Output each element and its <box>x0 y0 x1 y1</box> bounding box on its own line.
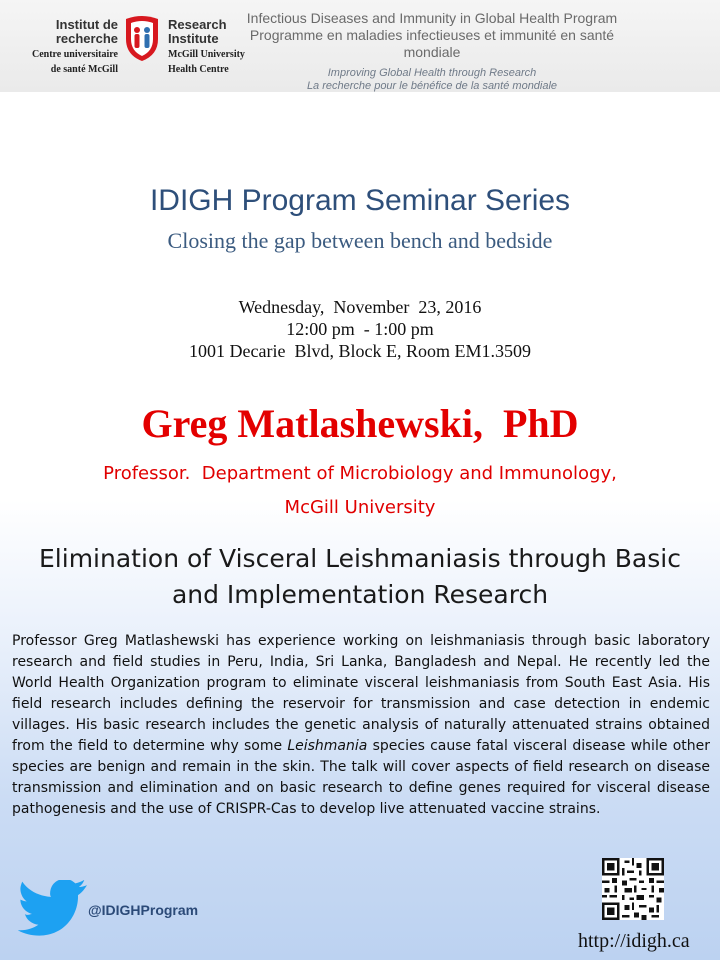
speaker-position: Professor. Department of Microbiology and Immunology, <box>103 463 617 484</box>
program-tagline-fr: La recherche pour le bénéfice de la santé mondiale <box>306 80 558 92</box>
talk-title-line2: and Implementation Research <box>171 580 549 609</box>
twitter-bird-icon[interactable] <box>18 880 90 940</box>
institut-line1: Institut de <box>55 17 118 32</box>
program-name-fr: Programme en maladies infectieuses et immunité en santé mondiale <box>249 27 615 60</box>
header-banner <box>0 0 720 92</box>
speaker-name: Greg Matlashewski, PhD <box>141 401 579 446</box>
institut-line2: recherche <box>55 31 118 46</box>
abstract-part1: Professor Greg Matlashewski has experience working on leishmaniasis through basic laboratory research and field studies in Peru, India, Sri Lanka, Bangladesh and Nepal. He recently led the World Health Organization program to eliminate visceral leishmaniasis from South East Asia. His field research includes defining the reservoir for transmission and case detection in endemic villages. His basic research includes the genetic analysis of naturally attenuated strains obtained from the field to determine why some <box>12 633 710 754</box>
research-sub2: Health Centre <box>168 64 229 75</box>
speaker-institution: McGill University <box>284 497 436 518</box>
twitter-handle[interactable]: @IDIGHProgram <box>88 902 199 918</box>
muhc-shield-logo-icon <box>122 15 162 63</box>
event-details <box>0 296 720 362</box>
seminar-series-title: IDIGH Program Seminar Series <box>149 184 571 217</box>
event-location: 1001 Decarie Blvd, Block E, Room EM1.3509 <box>189 341 531 361</box>
research-line2: Institute <box>168 31 219 46</box>
seminar-subtitle: Closing the gap between bench and bedside <box>167 228 553 253</box>
institut-sub2: de santé McGill <box>50 64 118 75</box>
abstract-italic-genus: Leishmania <box>287 738 368 754</box>
talk-title-line1: Elimination of Visceral Leishmaniasis through Basic <box>39 544 681 573</box>
talk-title <box>0 541 720 613</box>
event-time: 12:00 pm - 1:00 pm <box>286 319 434 339</box>
website-url-link[interactable]: http://idigh.ca <box>578 930 690 952</box>
abstract-part2: species cause fatal visceral disease while other species are benign and remain in the skin. The talk will cover aspects of field research on disease transmission and elimination and on basic research to define genes required for visceral disease pathogenesis and the use of CRISPR-Cas to develop live attenuated vaccine strains. <box>12 738 710 817</box>
qr-code-icon <box>602 858 664 920</box>
program-tagline-en: Improving Global Health through Research <box>327 67 537 79</box>
speaker-affiliation <box>0 457 720 525</box>
institut-name-fr <box>18 18 118 76</box>
program-name-block <box>222 10 642 93</box>
event-date: Wednesday, November 23, 2016 <box>238 297 482 317</box>
research-line1: Research <box>168 17 227 32</box>
research-sub1: McGill University <box>168 49 245 60</box>
abstract-text <box>12 631 710 820</box>
program-name-en: Infectious Diseases and Immunity in Global Health Program <box>246 10 618 26</box>
institut-sub1: Centre universitaire <box>31 49 118 60</box>
